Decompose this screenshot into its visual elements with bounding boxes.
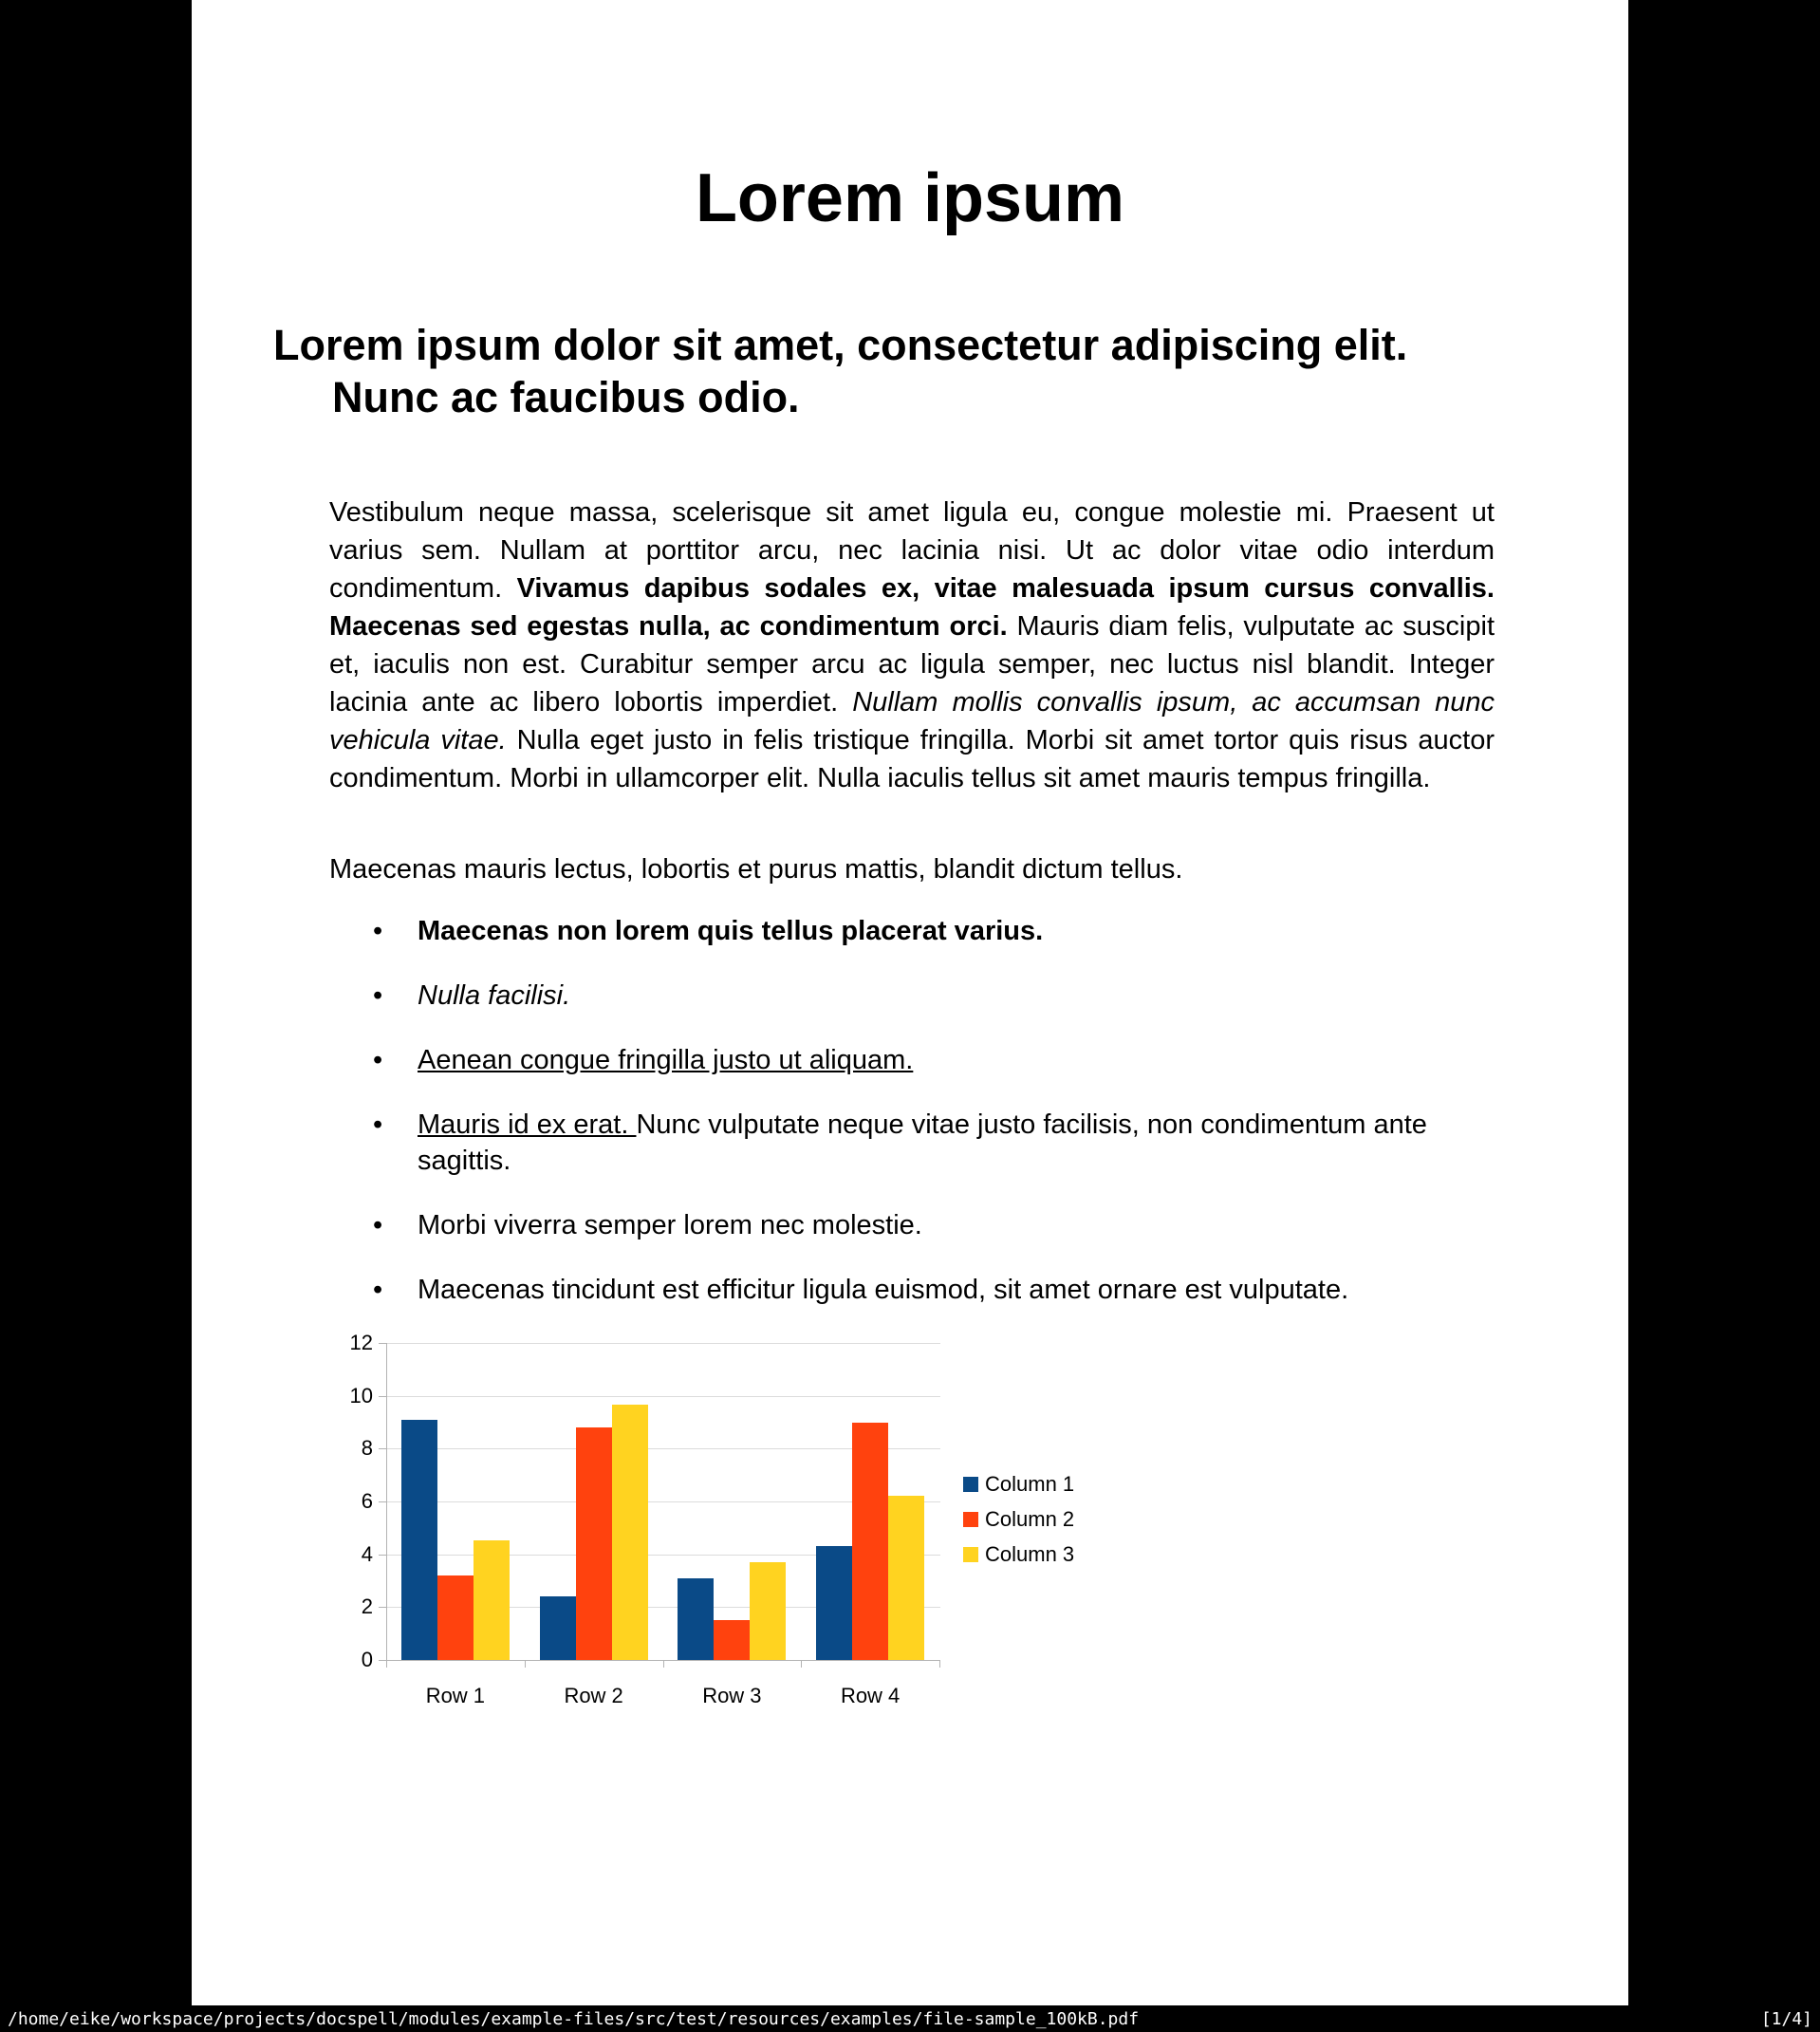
y-axis-tick xyxy=(379,1343,386,1344)
text-segment: Morbi viverra semper lorem nec molestie. xyxy=(418,1210,922,1240)
text-segment: Mauris id ex erat. xyxy=(418,1109,637,1140)
x-axis-category-label: Row 1 xyxy=(425,1684,486,1707)
chart-bar xyxy=(474,1540,510,1660)
x-axis-tick xyxy=(663,1661,664,1668)
chart-bar xyxy=(888,1496,924,1660)
list-item-text xyxy=(418,916,1043,946)
legend-item xyxy=(963,1509,1105,1530)
text-segment: Maecenas tincidunt est efficitur ligula euismod, sit amet ornare est vulputate. xyxy=(418,1275,1349,1305)
legend-item xyxy=(963,1474,1105,1495)
chart-bar xyxy=(437,1575,474,1660)
text-segment: Nulla eget justo in felis tristique fringilla. Morbi sit amet tortor quis risus auctor condimentum. Morbi in ullamcorper elit. Nulla iaculis tellus sit amet mauris tempus fringilla. xyxy=(329,725,1495,793)
section-heading xyxy=(273,319,1507,423)
x-axis-tick xyxy=(386,1661,387,1668)
document-title: Lorem ipsum xyxy=(695,160,1125,236)
legend-swatch xyxy=(963,1477,978,1492)
y-axis-tick-label: 6 xyxy=(361,1489,373,1513)
bullet-icon: • xyxy=(373,980,383,1011)
y-axis-tick-label: 12 xyxy=(349,1331,373,1354)
legend-swatch xyxy=(963,1512,978,1527)
text-segment: Maecenas non lorem quis tellus placerat varius. xyxy=(418,916,1044,946)
chart-bar xyxy=(714,1620,750,1660)
text-segment: Nunc vulputate neque vitae justo facilisis, non condimentum ante sagittis. xyxy=(418,1109,1427,1176)
bullet-icon: • xyxy=(373,1275,383,1305)
list-item xyxy=(329,913,1495,949)
list-item-text xyxy=(418,1045,913,1075)
list-item xyxy=(329,1042,1495,1078)
list-item-text xyxy=(418,1210,922,1240)
heading-line-2: Nunc ac faucibus odio. xyxy=(332,373,800,421)
y-axis-tick xyxy=(379,1607,386,1608)
text-segment: Vivamus dapibus sodales ex, vitae malesuada ipsum cursus convallis. Maecenas sed egestas nulla, ac condimentum orci. xyxy=(329,573,1495,642)
legend-label: Column 2 xyxy=(985,1507,1075,1531)
bullet-icon: • xyxy=(373,916,383,946)
x-axis-tick xyxy=(939,1661,940,1668)
y-axis-tick xyxy=(379,1660,386,1661)
list-item-text xyxy=(418,1109,1427,1176)
text-segment: Vestibulum neque massa, scelerisque sit amet ligula eu, congue molestie mi. Praesent ut varius sem. Nullam at porttitor arcu, nec lacinia nisi. Ut ac dolor vitae odio interdum condimentum. xyxy=(329,497,1495,604)
bullet-icon: • xyxy=(373,1045,383,1075)
legend-label: Column 3 xyxy=(985,1542,1075,1566)
y-axis-tick xyxy=(379,1396,386,1397)
y-axis-tick-label: 4 xyxy=(361,1541,373,1566)
legend-swatch xyxy=(963,1547,978,1562)
bar-chart xyxy=(329,1329,1354,1746)
status-bar xyxy=(0,2005,1820,2032)
x-axis-category-label: Row 2 xyxy=(564,1684,623,1707)
text-segment: Mauris diam felis, vulputate ac suscipit et, iaculis non est. Curabitur semper arcu ac ligula semper, nec luctus nisl blandit. Integer lacinia ante ac libero lobortis imperdiet. xyxy=(329,611,1495,718)
list-intro-paragraph: Maecenas mauris lectus, lobortis et purus mattis, blandit dictum tellus. xyxy=(329,854,1183,885)
bullet-icon: • xyxy=(373,1109,383,1140)
chart-bar xyxy=(401,1420,437,1660)
x-axis-tick xyxy=(525,1661,526,1668)
chart-bar xyxy=(852,1423,888,1661)
file-path: /home/eike/workspace/projects/docspell/modules/example-files/src/test/resources/examples/file-sample_100kB.pdf xyxy=(8,2008,1140,2029)
y-axis-tick-label: 2 xyxy=(361,1594,373,1619)
x-axis-category-label: Row 3 xyxy=(702,1684,762,1707)
chart-bar xyxy=(576,1427,612,1660)
y-axis-tick xyxy=(379,1448,386,1449)
chart-bar xyxy=(540,1596,576,1660)
chart-bar xyxy=(750,1562,786,1660)
list-item xyxy=(329,978,1495,1014)
list-item xyxy=(329,1207,1495,1243)
y-axis-tick xyxy=(379,1501,386,1502)
y-axis-tick-label: 8 xyxy=(361,1436,373,1461)
list-item-text xyxy=(418,1275,1348,1305)
text-segment: Nullam mollis convallis ipsum, ac accumsan nunc vehicula vitae. xyxy=(329,687,1495,755)
chart-bar xyxy=(612,1405,648,1660)
legend-label: Column 1 xyxy=(985,1472,1075,1496)
y-axis-tick-label: 10 xyxy=(349,1383,373,1407)
body-paragraph xyxy=(329,494,1495,797)
y-axis-tick-label: 0 xyxy=(361,1648,373,1671)
list-item xyxy=(329,1272,1495,1308)
gridline xyxy=(387,1343,940,1344)
chart-bar xyxy=(816,1546,852,1660)
legend-item xyxy=(963,1544,1105,1565)
x-axis-tick xyxy=(801,1661,802,1668)
text-segment: Aenean congue fringilla justo ut aliquam. xyxy=(418,1045,914,1075)
y-axis-tick xyxy=(379,1555,386,1556)
list-item-text xyxy=(418,980,570,1011)
heading-line-1: Lorem ipsum dolor sit amet, consectetur adipiscing elit. xyxy=(273,321,1408,369)
text-segment: Nulla facilisi. xyxy=(418,980,571,1011)
bullet-list xyxy=(329,913,1495,1336)
list-item xyxy=(329,1107,1495,1179)
gridline xyxy=(387,1396,940,1397)
x-axis-category-label: Row 4 xyxy=(840,1684,901,1707)
chart-bar xyxy=(678,1578,714,1660)
document-page xyxy=(192,0,1628,2005)
bullet-icon: • xyxy=(373,1210,383,1240)
page-indicator: [1/4] xyxy=(1760,2008,1812,2029)
